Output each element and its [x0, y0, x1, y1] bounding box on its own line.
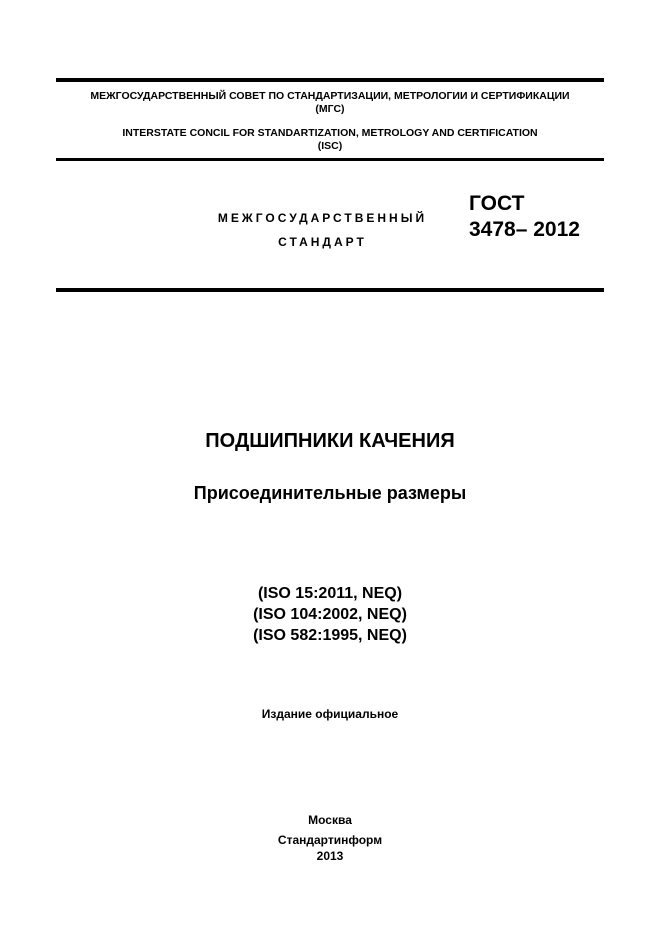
- standard-type-line2: СТАНДАРТ: [278, 235, 367, 249]
- council-en: [56, 127, 604, 153]
- edition-note: Издание официальное: [261, 707, 399, 721]
- standard-type: [190, 206, 455, 254]
- designation-divider: [56, 288, 604, 292]
- iso-reference: (ISO 104:2002, NEQ): [253, 606, 407, 623]
- imprint-year: 2013: [316, 849, 344, 863]
- council-ru-name: МЕЖГОСУДАРСТВЕННЫЙ СОВЕТ ПО СТАНДАРТИЗАЦИИ, МЕТРОЛОГИИ И СЕРТИФИКАЦИИ: [90, 90, 570, 102]
- council-en-name: INTERSTATE CONCIL FOR STANDARTIZATION, METROLOGY AND CERTIFICATION: [122, 127, 538, 139]
- iso-reference: (ISO 582:1995, NEQ): [253, 627, 407, 644]
- header-divider: [56, 158, 604, 161]
- gost-label: ГОСТ: [469, 192, 525, 215]
- gost-number: 3478– 2012: [469, 218, 580, 241]
- imprint: [56, 812, 604, 864]
- iso-references: [56, 583, 604, 646]
- council-ru: [56, 90, 604, 116]
- council-ru-abbr: (МГС): [315, 103, 345, 115]
- imprint-publisher: Стандартинформ: [277, 833, 383, 847]
- standard-type-line1: МЕЖГОСУДАРСТВЕННЫЙ: [217, 211, 428, 225]
- imprint-city: Москва: [308, 813, 352, 827]
- gost-designation: [469, 191, 580, 243]
- iso-reference: (ISO 15:2011, NEQ): [257, 585, 403, 602]
- document-title: ПОДШИПНИКИ КАЧЕНИЯ: [205, 430, 455, 452]
- council-en-abbr: (ISC): [317, 140, 343, 152]
- top-rule: [56, 78, 604, 82]
- document-subtitle: Присоединительные размеры: [193, 483, 467, 503]
